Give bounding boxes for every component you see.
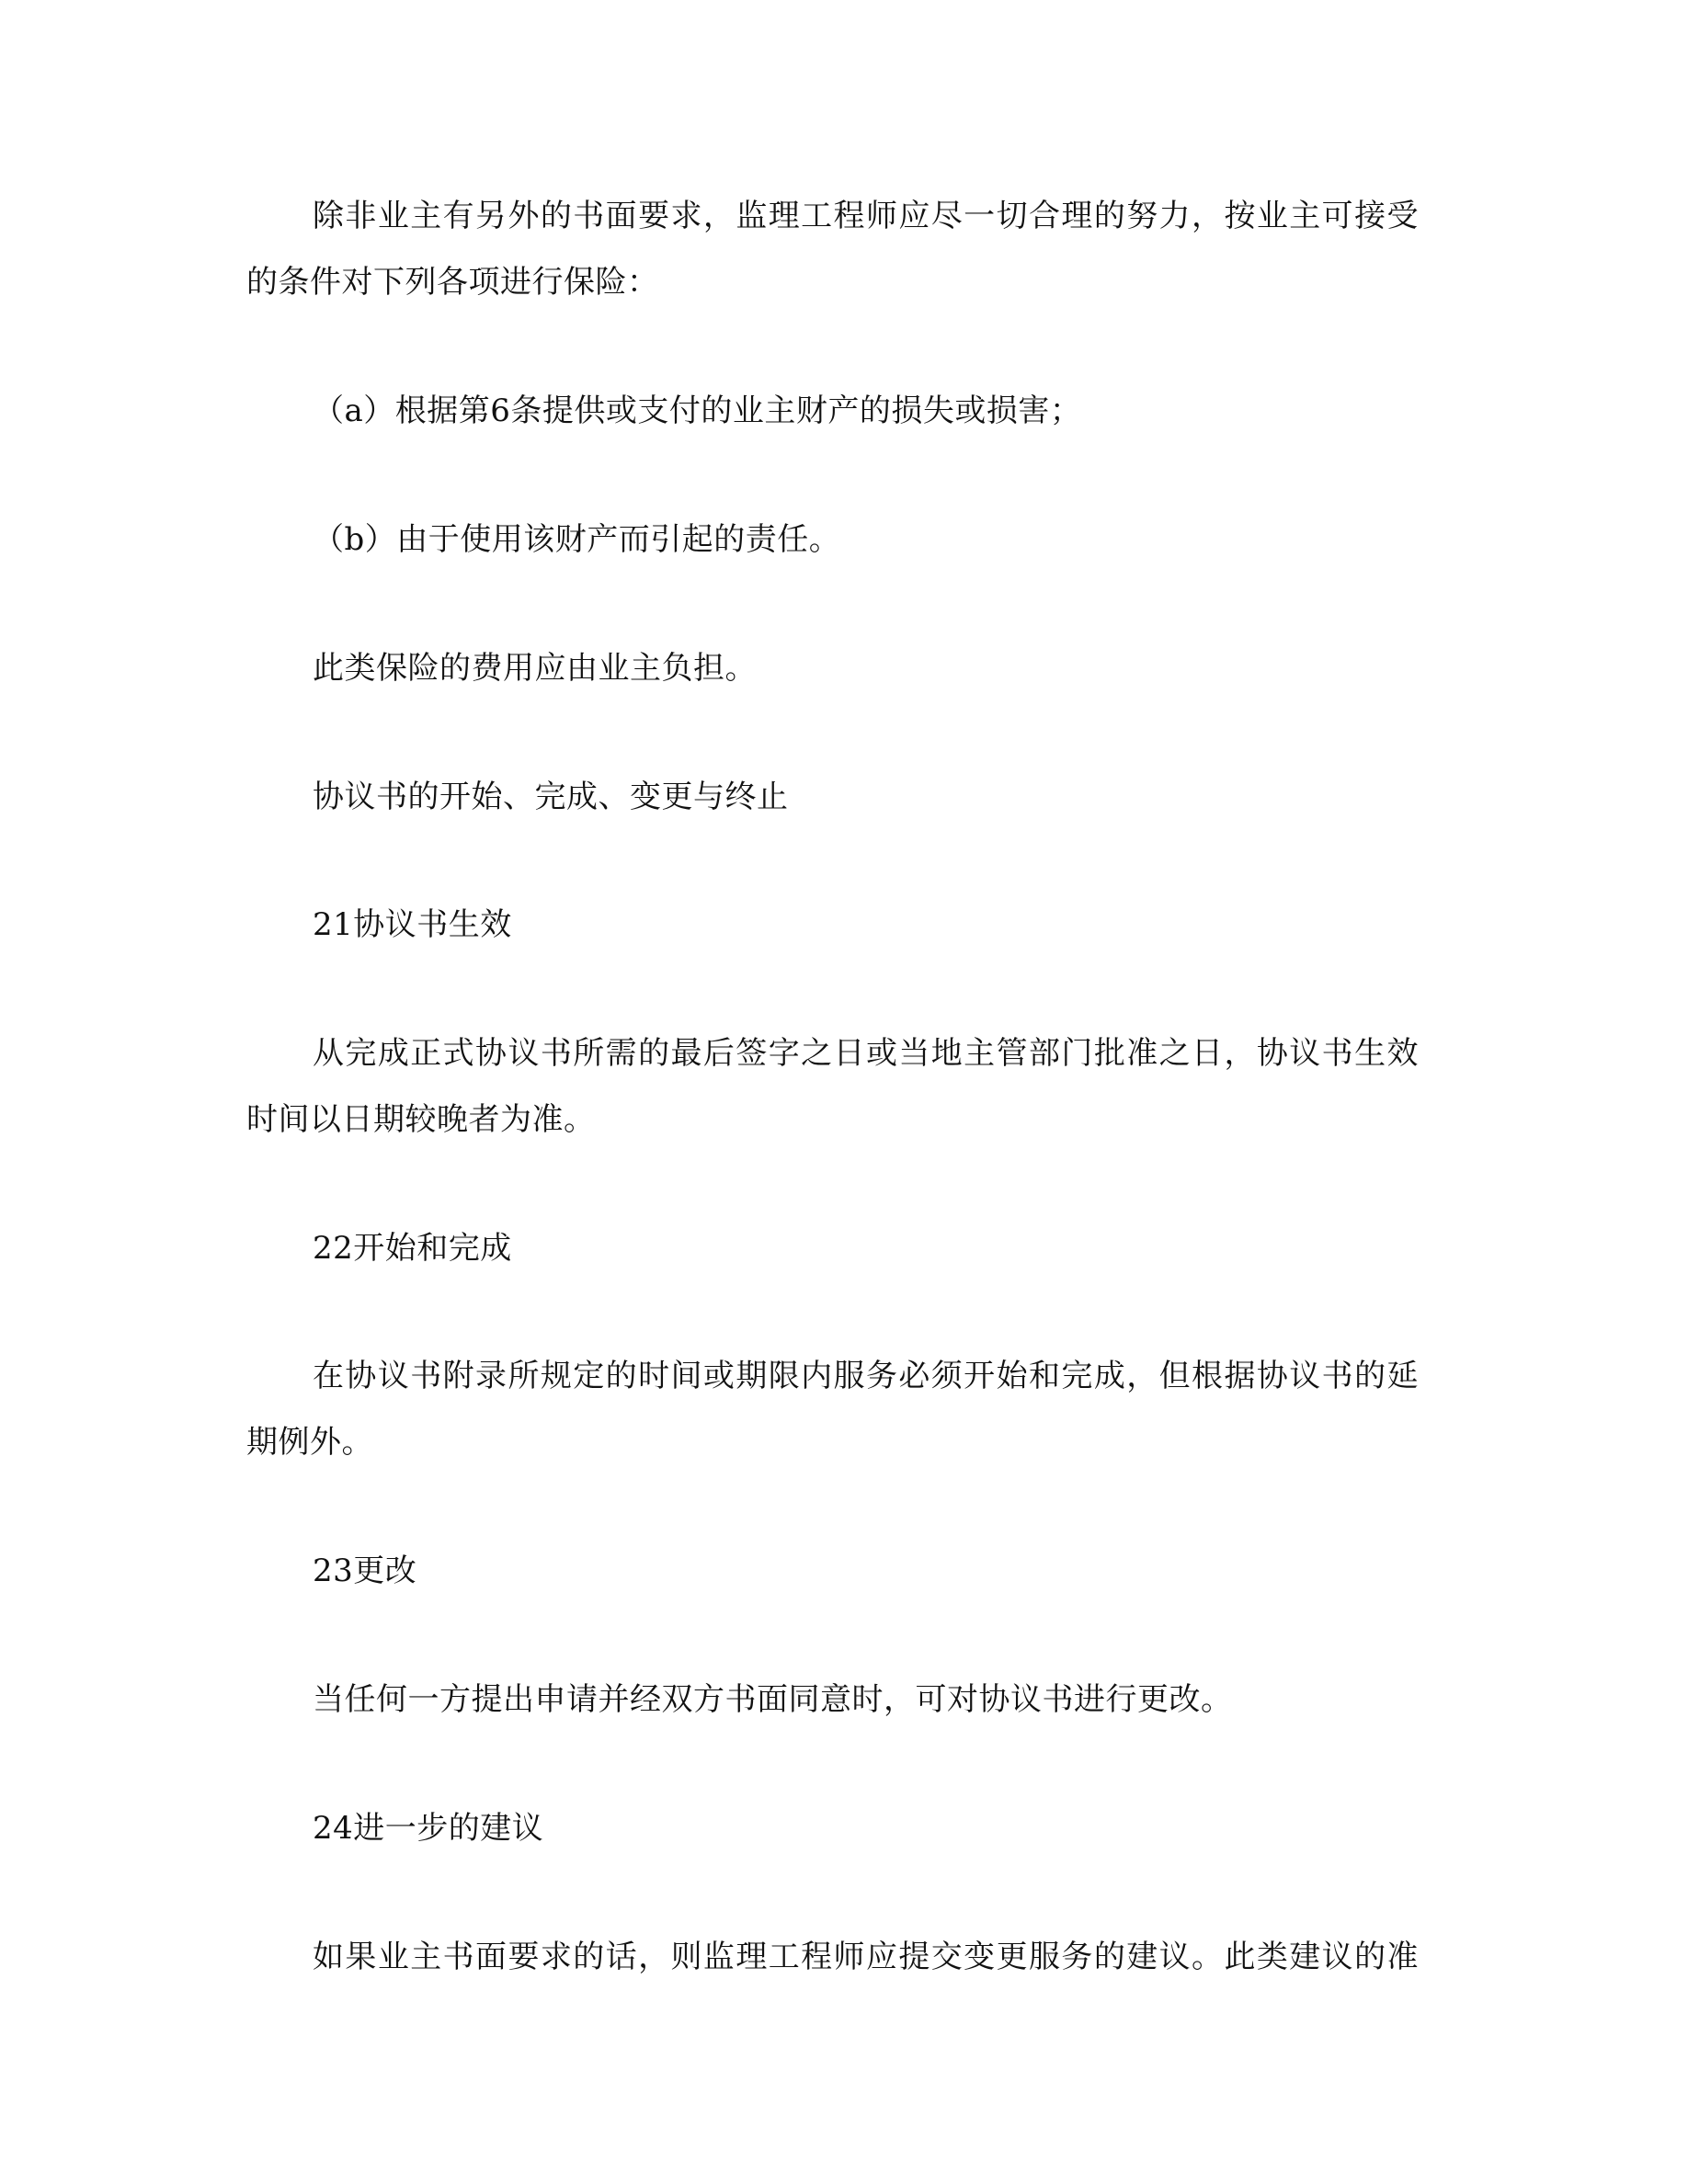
- clause-24-line-1: 如果业主书面要求的话，则监理工程师应提交变更服务的建议。此类建议的准: [313, 1939, 1419, 1975]
- insurance-item-a: （a）根据第6条提供或支付的业主财产的损失或损害；: [313, 392, 1082, 429]
- insurance-item-b: （b）由于使用该财产而引起的责任。: [313, 521, 841, 558]
- clause-22-line-2: 期例外。: [246, 1424, 373, 1461]
- clause-21-heading: 21协议书生效: [313, 906, 512, 943]
- clause-22-heading: 22开始和完成: [313, 1230, 512, 1267]
- clause-24-heading: 24进一步的建议: [313, 1810, 544, 1847]
- clause-21-line-2: 时间以日期较晚者为准。: [246, 1101, 596, 1138]
- insurance-cost-paragraph: 此类保险的费用应由业主负担。: [313, 650, 757, 687]
- insurance-intro-line-1: 除非业主有另外的书面要求，监理工程师应尽一切合理的努力，按业主可接受: [313, 198, 1419, 234]
- clause-23-heading: 23更改: [313, 1553, 417, 1589]
- insurance-intro-line-2: 的条件对下列各项进行保险：: [246, 264, 659, 301]
- clause-23-paragraph: 当任何一方提出申请并经双方书面同意时，可对协议书进行更改。: [313, 1681, 1233, 1718]
- section-heading: 协议书的开始、完成、变更与终止: [313, 779, 789, 815]
- clause-21-line-1: 从完成正式协议书所需的最后签字之日或当地主管部门批准之日，协议书生效: [313, 1035, 1419, 1072]
- clause-22-line-1: 在协议书附录所规定的时间或期限内服务必须开始和完成，但根据协议书的延: [313, 1358, 1419, 1394]
